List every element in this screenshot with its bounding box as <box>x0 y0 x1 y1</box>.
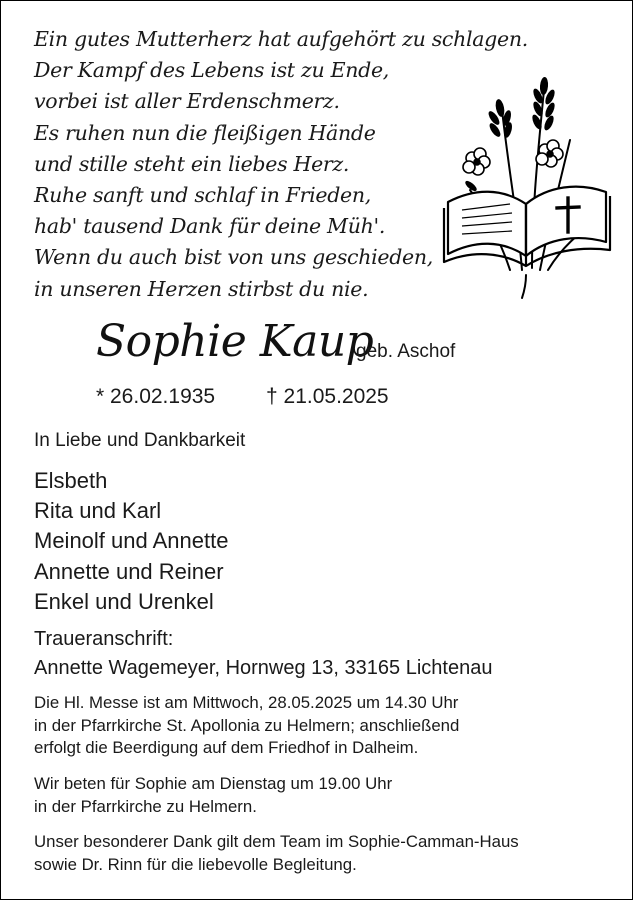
poem-line: vorbei ist aller Erdenschmerz. <box>34 89 340 114</box>
notice-line: Wir beten für Sophie am Dienstag um 19.00 Uhr <box>34 774 393 793</box>
address-label: Traueranschrift: <box>34 628 174 650</box>
notice-line: Die Hl. Messe ist am Mittwoch, 28.05.2025 um 14.30 Uhr <box>34 693 459 712</box>
notice-line: sowie Dr. Rinn für die liebevolle Begleitung. <box>34 854 357 874</box>
notice-line: in der Pfarrkirche zu Helmern. <box>34 796 257 816</box>
mass-notice <box>34 692 459 760</box>
prayer-notice <box>34 773 392 818</box>
thanks-line: In Liebe und Dankbarkeit <box>34 430 246 451</box>
deceased-name-row <box>96 316 373 367</box>
poem-line: Der Kampf des Lebens ist zu Ende, <box>34 58 390 83</box>
notice-line: erfolgt die Beerdigung auf dem Friedhof in Dalheim. <box>34 738 419 757</box>
gratitude-notice <box>34 831 519 876</box>
poem-line: Ruhe sanft und schlaf in Frieden, <box>34 182 371 207</box>
bible-with-wheat-and-flowers-icon <box>440 70 615 300</box>
family-member: Annette und Reiner <box>34 558 224 584</box>
family-member: Enkel und Urenkel <box>34 588 214 614</box>
death-date: † 21.05.2025 <box>266 385 389 408</box>
poem-line: Es ruhen nun die fleißigen Hände <box>34 120 376 145</box>
poem-line: Ein gutes Mutterherz hat aufgehört zu schlagen. <box>34 27 528 51</box>
birth-name: geb. Aschof <box>356 341 456 362</box>
birth-date: * 26.02.1935 <box>96 385 216 408</box>
family-member: Meinolf und Annette <box>34 528 229 554</box>
family-list <box>34 466 228 617</box>
family-member: Elsbeth <box>34 468 108 493</box>
address-value: Annette Wagemeyer, Hornweg 13, 33165 Lichtenau <box>34 657 493 679</box>
poem-line: Wenn du auch bist von uns geschieden, <box>34 245 433 270</box>
poem-line: und stille steht ein liebes Herz. <box>34 151 350 176</box>
notice-line: in der Pfarrkirche St. Apollonia zu Helmern; anschließend <box>34 715 460 735</box>
deceased-name: Sophie Kaup <box>96 316 374 367</box>
poem-line: hab' tausend Dank für deine Müh'. <box>34 214 386 239</box>
poem-line: in unseren Herzen stirbst du nie. <box>34 276 369 301</box>
family-member: Rita und Karl <box>34 498 162 524</box>
notice-line: Unser besonderer Dank gilt dem Team im Sophie-Camman-Haus <box>34 832 519 851</box>
